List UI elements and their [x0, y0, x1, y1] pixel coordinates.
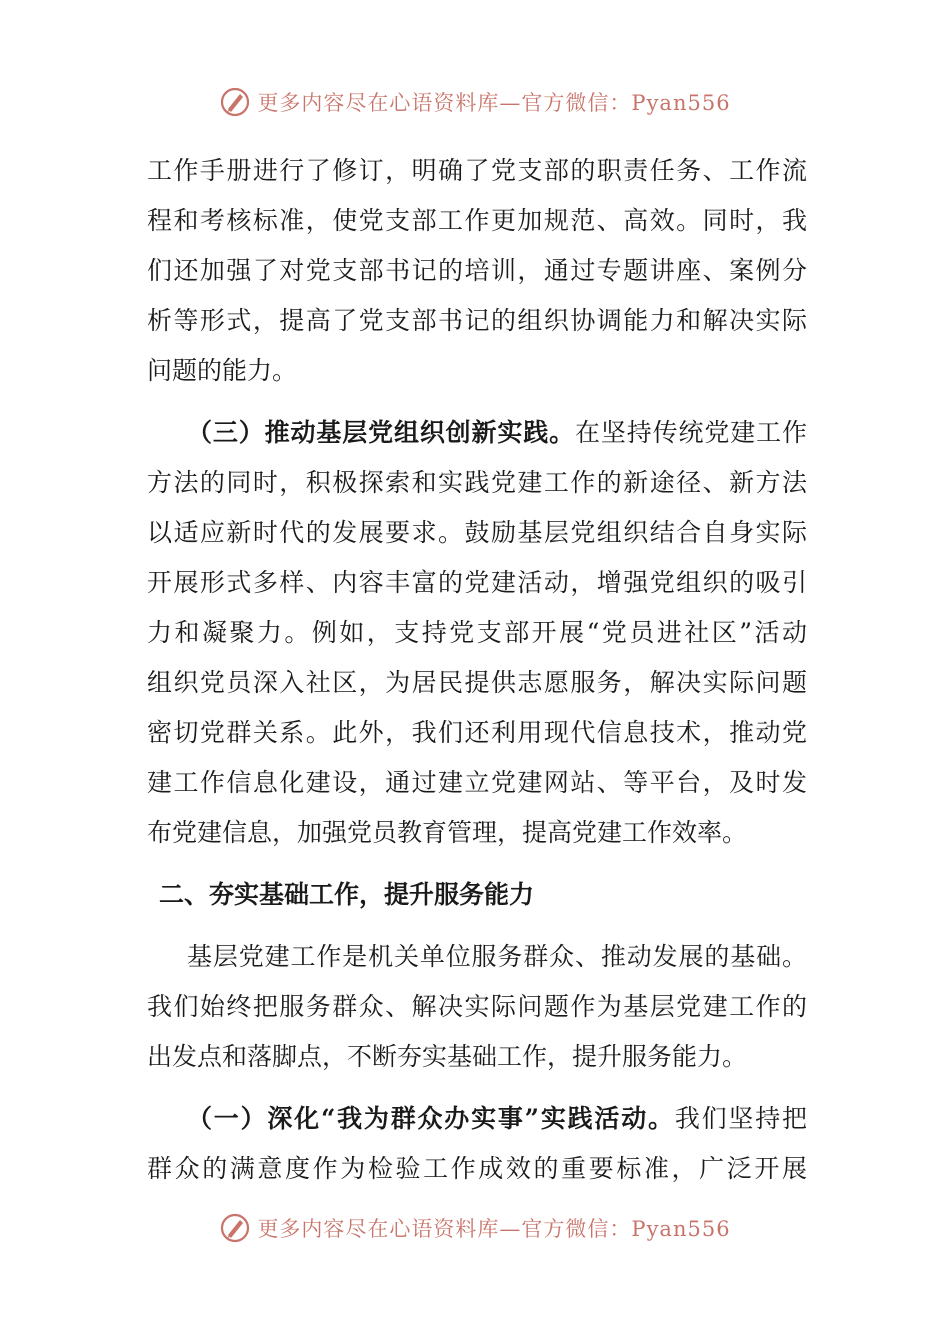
text-line: 布党建信息，加强党员教育管理，提高党建工作效率。 — [147, 818, 748, 847]
pen-logo-icon — [219, 1212, 251, 1244]
subheading-bold: （一）深化“我为群众办实事”实践活动。 — [187, 1104, 675, 1133]
text-line: 问题的能力。 — [147, 356, 298, 385]
document-body — [147, 146, 807, 1194]
watermark-top — [0, 86, 950, 118]
text-line: 开展形式多样、内容丰富的党建活动，增强党组织的吸引 — [147, 568, 807, 597]
watermark-text: 更多内容尽在心语资料库—官方微信：Pyan556 — [257, 1217, 731, 1241]
subheading-bold: （三）推动基层党组织创新实践。 — [187, 418, 576, 447]
text-line: 组织党员深入社区，为居民提供志愿服务，解决实际问题 — [147, 668, 807, 697]
text-line: 程和考核标准，使党支部工作更加规范、高效。同时，我 — [147, 206, 807, 235]
text-span: 在坚持传统党建工作 — [575, 418, 807, 447]
section-heading-text: 二、夯实基础工作，提升服务能力 — [159, 880, 535, 909]
pen-logo-icon — [219, 86, 251, 118]
text-line: 建工作信息化建设，通过建立党建网站、等平台，及时发 — [147, 768, 807, 797]
text-line: 基层党建工作是机关单位服务群众、推动发展的基础。 — [187, 942, 807, 971]
watermark-text: 更多内容尽在心语资料库—官方微信：Pyan556 — [257, 91, 731, 115]
text-line: 我们始终把服务群众、解决实际问题作为基层党建工作的 — [147, 992, 807, 1021]
watermark-bottom — [0, 1212, 950, 1244]
text-line: 工作手册进行了修订，明确了党支部的职责任务、工作流 — [147, 156, 807, 185]
subheading-line — [147, 408, 807, 458]
text-line: 出发点和落脚点，不断夯实基础工作，提升服务能力。 — [147, 1042, 748, 1071]
text-line: 们还加强了对党支部书记的培训，通过专题讲座、案例分 — [147, 256, 807, 285]
text-line: 密切党群关系。此外，我们还利用现代信息技术，推动党 — [147, 718, 807, 747]
subheading-line — [147, 1094, 807, 1144]
section-heading — [147, 870, 807, 920]
text-span: 我们坚持把 — [674, 1104, 807, 1133]
text-line: 析等形式，提高了党支部书记的组织协调能力和解决实际 — [147, 306, 807, 335]
text-line: 力和凝聚力。例如，支持党支部开展“党员进社区”活动 — [147, 618, 807, 647]
text-line: 方法的同时，积极探索和实践党建工作的新途径、新方法 — [147, 468, 807, 497]
text-line: 群众的满意度作为检验工作成效的重要标准，广泛开展 — [147, 1154, 807, 1183]
text-line: 以适应新时代的发展要求。鼓励基层党组织结合自身实际 — [147, 518, 807, 547]
